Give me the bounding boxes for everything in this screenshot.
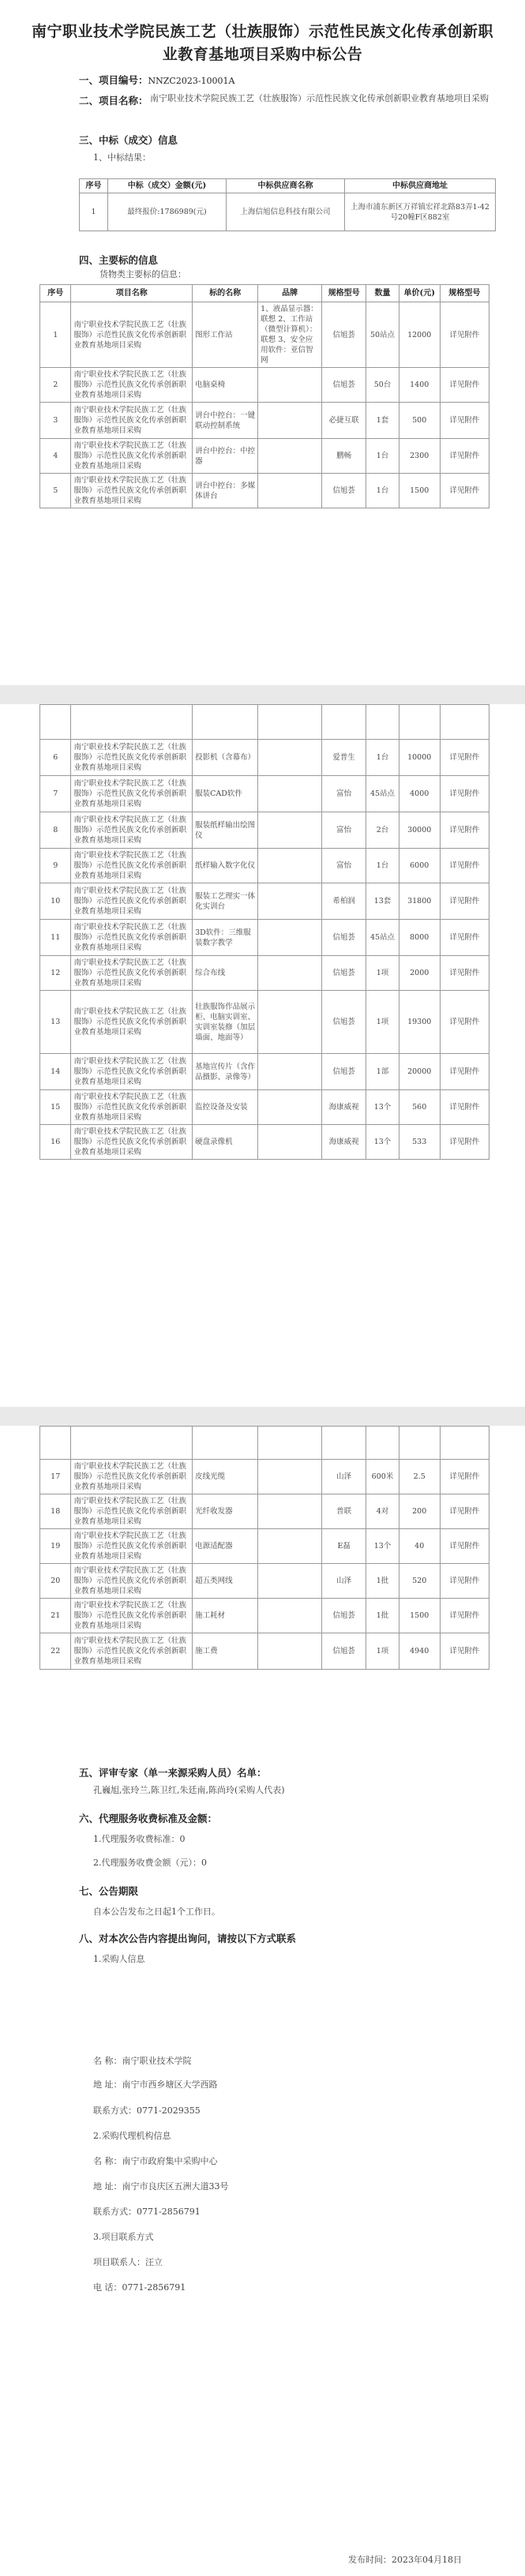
item-cell-price: 533 bbox=[399, 1125, 440, 1160]
item-cell-brand bbox=[258, 1599, 322, 1633]
item-cell-project: 南宁职业技术学院民族工艺（壮族服饰）示范性民族文化传承创新职业教育基地项目采购 bbox=[71, 883, 193, 920]
item-cell-project: 南宁职业技术学院民族工艺（壮族服饰）示范性民族文化传承创新职业教育基地项目采购 bbox=[71, 302, 193, 368]
items-continued-cell bbox=[258, 705, 322, 740]
project-number-value: NNZC2023-10001A bbox=[148, 76, 235, 86]
items-continued-row bbox=[40, 1427, 489, 1460]
items-header-cell: 数量 bbox=[366, 285, 399, 302]
item-cell-name: 电源适配器 bbox=[193, 1529, 258, 1564]
item-cell-project: 南宁职业技术学院民族工艺（壮族服饰）示范性民族文化传承创新职业教育基地项目采购 bbox=[71, 403, 193, 439]
item-row bbox=[40, 812, 489, 849]
item-cell-brand bbox=[258, 1633, 322, 1670]
item-cell-name: 施工费 bbox=[193, 1633, 258, 1670]
item-cell-spec: 详见附件 bbox=[440, 956, 489, 991]
item-row bbox=[40, 991, 489, 1054]
item-cell-project: 南宁职业技术学院民族工艺（壮族服饰）示范性民族文化传承创新职业教育基地项目采购 bbox=[71, 1494, 193, 1529]
agency-phone: 联系方式：0771-2856791 bbox=[93, 2207, 201, 2217]
items-continued-row bbox=[40, 705, 489, 740]
project-number bbox=[79, 73, 234, 87]
item-cell-spec: 详见附件 bbox=[440, 1564, 489, 1599]
item-cell-model: 富怡 bbox=[322, 812, 366, 849]
item-cell-price: 31800 bbox=[399, 883, 440, 920]
item-cell-price: 1500 bbox=[399, 474, 440, 508]
item-cell-project: 南宁职业技术学院民族工艺（壮族服饰）示范性民族文化传承创新职业教育基地项目采购 bbox=[71, 368, 193, 403]
item-cell-no: 12 bbox=[40, 956, 71, 991]
item-cell-project: 南宁职业技术学院民族工艺（壮族服饰）示范性民族文化传承创新职业教育基地项目采购 bbox=[71, 1125, 193, 1160]
purchaser-name: 名 称：南宁职业技术学院 bbox=[93, 2056, 192, 2066]
item-cell-model: 信旭荟 bbox=[322, 368, 366, 403]
item-cell-qty: 13个 bbox=[366, 1529, 399, 1564]
items-continued-cell bbox=[440, 705, 489, 740]
result-row bbox=[80, 193, 496, 231]
item-cell-spec: 详见附件 bbox=[440, 1090, 489, 1125]
agency-name: 名 称：南宁市政府集中采购中心 bbox=[93, 2156, 218, 2166]
item-cell-project: 南宁职业技术学院民族工艺（壮族服饰）示范性民族文化传承创新职业教育基地项目采购 bbox=[71, 849, 193, 883]
expert-list: 孔巍旭,张玲兰,陈卫红,朱廷南,陈尚玲(采购人代表) bbox=[93, 1785, 285, 1795]
section-8-heading: 八、对本次公告内容提出询问，请按以下方式联系 bbox=[79, 1933, 297, 1944]
result-cell: 上海信旭信息科技有限公司 bbox=[227, 193, 345, 231]
item-row bbox=[40, 740, 489, 776]
item-row bbox=[40, 368, 489, 403]
item-cell-name: 综合布线 bbox=[193, 956, 258, 991]
item-cell-no: 22 bbox=[40, 1633, 71, 1670]
items-continued-cell bbox=[193, 705, 258, 740]
item-cell-no: 10 bbox=[40, 883, 71, 920]
item-cell-model: 信旭荟 bbox=[322, 474, 366, 508]
item-cell-no: 4 bbox=[40, 439, 71, 474]
item-cell-brand bbox=[258, 474, 322, 508]
item-cell-name: 皮线光缆 bbox=[193, 1460, 258, 1494]
item-cell-spec: 详见附件 bbox=[440, 302, 489, 368]
item-cell-name: 3D软件：三维服装数字教学 bbox=[193, 920, 258, 956]
items-continued-cell bbox=[399, 705, 440, 740]
fee-standard: 1.代理服务收费标准：0 bbox=[93, 1834, 186, 1844]
item-cell-brand bbox=[258, 368, 322, 403]
item-cell-spec: 详见附件 bbox=[440, 403, 489, 439]
items-continued-cell bbox=[193, 1427, 258, 1460]
item-cell-model: 富怡 bbox=[322, 849, 366, 883]
item-cell-price: 20000 bbox=[399, 1054, 440, 1090]
item-cell-no: 20 bbox=[40, 1564, 71, 1599]
result-header-cell: 中标供应商名称 bbox=[227, 179, 345, 193]
items-continued-cell bbox=[258, 1427, 322, 1460]
notice-period: 自本公告发布之日起1个工作日。 bbox=[93, 1907, 220, 1917]
item-cell-price: 200 bbox=[399, 1494, 440, 1529]
item-cell-model: 鹏畅 bbox=[322, 439, 366, 474]
item-cell-qty: 13套 bbox=[366, 883, 399, 920]
item-cell-model: 信旭荟 bbox=[322, 920, 366, 956]
items-header-cell: 项目名称 bbox=[71, 285, 193, 302]
items-header-cell: 品牌 bbox=[258, 285, 322, 302]
item-cell-project: 南宁职业技术学院民族工艺（壮族服饰）示范性民族文化传承创新职业教育基地项目采购 bbox=[71, 439, 193, 474]
item-cell-brand bbox=[258, 883, 322, 920]
item-cell-brand bbox=[258, 849, 322, 883]
project-contact-phone: 电 话：0771-2856791 bbox=[93, 2282, 186, 2293]
item-cell-price: 1400 bbox=[399, 368, 440, 403]
item-cell-spec: 详见附件 bbox=[440, 991, 489, 1054]
item-cell-qty: 45站点 bbox=[366, 920, 399, 956]
item-cell-qty: 13个 bbox=[366, 1090, 399, 1125]
item-cell-name: 图形工作站 bbox=[193, 302, 258, 368]
item-cell-qty: 1项 bbox=[366, 1633, 399, 1670]
item-cell-project: 南宁职业技术学院民族工艺（壮族服饰）示范性民族文化传承创新职业教育基地项目采购 bbox=[71, 1633, 193, 1670]
item-cell-no: 5 bbox=[40, 474, 71, 508]
result-header-cell: 序号 bbox=[80, 179, 108, 193]
item-cell-spec: 详见附件 bbox=[440, 368, 489, 403]
item-row bbox=[40, 883, 489, 920]
items-header-row bbox=[40, 285, 489, 302]
item-cell-qty: 1项 bbox=[366, 956, 399, 991]
item-row bbox=[40, 1564, 489, 1599]
item-row bbox=[40, 849, 489, 883]
item-cell-model: 信旭荟 bbox=[322, 302, 366, 368]
item-cell-brand bbox=[258, 956, 322, 991]
item-cell-spec: 详见附件 bbox=[440, 439, 489, 474]
items-header-cell: 规格型号 bbox=[322, 285, 366, 302]
items-continued-cell bbox=[40, 705, 71, 740]
item-cell-price: 8000 bbox=[399, 920, 440, 956]
items-table-part-1 bbox=[39, 284, 489, 508]
item-cell-spec: 详见附件 bbox=[440, 1494, 489, 1529]
item-cell-spec: 详见附件 bbox=[440, 1460, 489, 1494]
document-page-2 bbox=[0, 704, 525, 1407]
result-header-cell: 中标供应商地址 bbox=[345, 179, 496, 193]
item-row bbox=[40, 474, 489, 508]
item-cell-price: 2300 bbox=[399, 439, 440, 474]
item-cell-price: 4940 bbox=[399, 1633, 440, 1670]
item-cell-name: 壮族服饰作品展示柜、电脑实训室、实训室装修（加层墙面、地面等） bbox=[193, 991, 258, 1054]
item-cell-brand: 1、液晶显示器：联想 2、工作站（微型计算机）：联想 3、安全应用软件：亚信智网 bbox=[258, 302, 322, 368]
item-cell-price: 6000 bbox=[399, 849, 440, 883]
item-row bbox=[40, 302, 489, 368]
item-cell-brand bbox=[258, 1529, 322, 1564]
item-row bbox=[40, 1125, 489, 1160]
item-cell-qty: 1台 bbox=[366, 849, 399, 883]
item-cell-name: 超五类网线 bbox=[193, 1564, 258, 1599]
item-row bbox=[40, 920, 489, 956]
item-cell-spec: 详见附件 bbox=[440, 849, 489, 883]
items-header-cell: 标的名称 bbox=[193, 285, 258, 302]
item-cell-project: 南宁职业技术学院民族工艺（壮族服饰）示范性民族文化传承创新职业教育基地项目采购 bbox=[71, 1564, 193, 1599]
item-row bbox=[40, 1529, 489, 1564]
section-1-heading: 一、项目编号： bbox=[79, 74, 148, 86]
item-cell-qty: 13个 bbox=[366, 1125, 399, 1160]
item-cell-name: 纸样输入数字化仪 bbox=[193, 849, 258, 883]
item-row bbox=[40, 403, 489, 439]
section-5-heading: 五、评审专家（单一来源采购人员）名单： bbox=[79, 1767, 267, 1779]
item-cell-qty: 50台 bbox=[366, 368, 399, 403]
item-cell-name: 电脑桌椅 bbox=[193, 368, 258, 403]
items-table-part-3 bbox=[39, 1426, 489, 1670]
item-cell-brand bbox=[258, 740, 322, 776]
item-cell-spec: 详见附件 bbox=[440, 1125, 489, 1160]
section-4-heading: 四、主要标的信息 bbox=[79, 254, 159, 266]
items-table-part-2 bbox=[39, 704, 489, 1160]
item-row bbox=[40, 1494, 489, 1529]
item-cell-model: 信旭荟 bbox=[322, 1633, 366, 1670]
item-cell-no: 14 bbox=[40, 1054, 71, 1090]
items-continued-cell bbox=[322, 705, 366, 740]
item-cell-model: 山泽 bbox=[322, 1460, 366, 1494]
item-cell-model: 信旭荟 bbox=[322, 1599, 366, 1633]
item-cell-no: 16 bbox=[40, 1125, 71, 1160]
item-cell-price: 12000 bbox=[399, 302, 440, 368]
item-cell-name: 讲台中控台：多媒体讲台 bbox=[193, 474, 258, 508]
item-cell-no: 13 bbox=[40, 991, 71, 1054]
item-cell-model: 海康威视 bbox=[322, 1125, 366, 1160]
item-cell-name: 投影机（含幕布） bbox=[193, 740, 258, 776]
item-cell-qty: 1项 bbox=[366, 991, 399, 1054]
item-cell-model: 必捷互联 bbox=[322, 403, 366, 439]
result-header-row bbox=[80, 179, 496, 193]
purchaser-address: 地 址：南宁市西乡塘区大学西路 bbox=[93, 2079, 218, 2090]
item-cell-model: 希柏润 bbox=[322, 883, 366, 920]
items-header-cell: 序号 bbox=[40, 285, 71, 302]
item-cell-project: 南宁职业技术学院民族工艺（壮族服饰）示范性民族文化传承创新职业教育基地项目采购 bbox=[71, 812, 193, 849]
item-cell-qty: 1套 bbox=[366, 403, 399, 439]
item-cell-project: 南宁职业技术学院民族工艺（壮族服饰）示范性民族文化传承创新职业教育基地项目采购 bbox=[71, 991, 193, 1054]
item-cell-brand bbox=[258, 403, 322, 439]
item-cell-no: 7 bbox=[40, 776, 71, 812]
project-contact-heading: 3.项目联系方式 bbox=[93, 2232, 154, 2242]
items-continued-cell bbox=[71, 705, 193, 740]
item-row bbox=[40, 439, 489, 474]
item-cell-brand bbox=[258, 1125, 322, 1160]
item-cell-model: 富怡 bbox=[322, 776, 366, 812]
item-cell-model: 信旭荟 bbox=[322, 1054, 366, 1090]
item-cell-brand bbox=[258, 1054, 322, 1090]
item-cell-spec: 详见附件 bbox=[440, 920, 489, 956]
agency-address: 地 址：南宁市良庆区五洲大道33号 bbox=[93, 2181, 229, 2192]
item-row bbox=[40, 1090, 489, 1125]
item-cell-qty: 4对 bbox=[366, 1494, 399, 1529]
item-cell-qty: 1批 bbox=[366, 1564, 399, 1599]
item-cell-project: 南宁职业技术学院民族工艺（壮族服饰）示范性民族文化传承创新职业教育基地项目采购 bbox=[71, 1529, 193, 1564]
item-cell-model: 普联 bbox=[322, 1494, 366, 1529]
item-cell-brand bbox=[258, 920, 322, 956]
item-cell-project: 南宁职业技术学院民族工艺（壮族服饰）示范性民族文化传承创新职业教育基地项目采购 bbox=[71, 1054, 193, 1090]
item-cell-spec: 详见附件 bbox=[440, 1633, 489, 1670]
item-cell-brand bbox=[258, 1090, 322, 1125]
item-cell-model: 信旭荟 bbox=[322, 991, 366, 1054]
item-cell-price: 40 bbox=[399, 1529, 440, 1564]
item-cell-price: 19300 bbox=[399, 991, 440, 1054]
item-cell-qty: 2台 bbox=[366, 812, 399, 849]
item-cell-no: 1 bbox=[40, 302, 71, 368]
item-row bbox=[40, 1460, 489, 1494]
item-cell-price: 500 bbox=[399, 403, 440, 439]
section-6-heading: 六、代理服务收费标准及金额： bbox=[79, 1813, 218, 1824]
item-cell-price: 2000 bbox=[399, 956, 440, 991]
item-cell-name: 硬盘录像机 bbox=[193, 1125, 258, 1160]
item-cell-spec: 详见附件 bbox=[440, 883, 489, 920]
item-cell-qty: 50站点 bbox=[366, 302, 399, 368]
section-2-heading: 二、项目名称： bbox=[79, 95, 148, 107]
items-continued-cell bbox=[366, 705, 399, 740]
item-cell-spec: 详见附件 bbox=[440, 1599, 489, 1633]
item-cell-spec: 详见附件 bbox=[440, 1054, 489, 1090]
item-cell-qty: 1批 bbox=[366, 1599, 399, 1633]
item-cell-no: 21 bbox=[40, 1599, 71, 1633]
item-cell-no: 6 bbox=[40, 740, 71, 776]
item-row bbox=[40, 1633, 489, 1670]
item-cell-no: 17 bbox=[40, 1460, 71, 1494]
items-header-cell: 单价(元) bbox=[399, 285, 440, 302]
item-cell-qty: 600米 bbox=[366, 1460, 399, 1494]
item-cell-model: 爱普生 bbox=[322, 740, 366, 776]
item-cell-project: 南宁职业技术学院民族工艺（壮族服饰）示范性民族文化传承创新职业教育基地项目采购 bbox=[71, 956, 193, 991]
item-cell-model: E磊 bbox=[322, 1529, 366, 1564]
item-cell-no: 2 bbox=[40, 368, 71, 403]
item-cell-project: 南宁职业技术学院民族工艺（壮族服饰）示范性民族文化传承创新职业教育基地项目采购 bbox=[71, 474, 193, 508]
item-row bbox=[40, 1599, 489, 1633]
item-cell-price: 30000 bbox=[399, 812, 440, 849]
items-header-cell: 规格型号 bbox=[440, 285, 489, 302]
item-cell-spec: 详见附件 bbox=[440, 474, 489, 508]
item-cell-no: 3 bbox=[40, 403, 71, 439]
item-cell-name: 监控设备及安装 bbox=[193, 1090, 258, 1125]
item-cell-model: 信旭荟 bbox=[322, 956, 366, 991]
item-row bbox=[40, 956, 489, 991]
items-continued-cell bbox=[399, 1427, 440, 1460]
item-cell-project: 南宁职业技术学院民族工艺（壮族服饰）示范性民族文化传承创新职业教育基地项目采购 bbox=[71, 920, 193, 956]
item-cell-price: 2.5 bbox=[399, 1460, 440, 1494]
item-cell-no: 19 bbox=[40, 1529, 71, 1564]
item-cell-name: 服装工艺理实一体化实训台 bbox=[193, 883, 258, 920]
item-cell-no: 8 bbox=[40, 812, 71, 849]
item-cell-spec: 详见附件 bbox=[440, 812, 489, 849]
item-cell-model: 海康威视 bbox=[322, 1090, 366, 1125]
item-cell-project: 南宁职业技术学院民族工艺（壮族服饰）示范性民族文化传承创新职业教育基地项目采购 bbox=[71, 1599, 193, 1633]
items-continued-cell bbox=[40, 1427, 71, 1460]
document-title: 南宁职业技术学院民族工艺（壮族服饰）示范性民族文化传承创新职业教育基地项目采购中标公告 bbox=[32, 23, 494, 63]
item-cell-price: 560 bbox=[399, 1090, 440, 1125]
item-cell-no: 9 bbox=[40, 849, 71, 883]
items-continued-cell bbox=[366, 1427, 399, 1460]
purchaser-phone: 联系方式：0771-2029355 bbox=[93, 2105, 201, 2116]
item-cell-qty: 1部 bbox=[366, 1054, 399, 1090]
item-cell-name: 服装CAD软件 bbox=[193, 776, 258, 812]
item-cell-project: 南宁职业技术学院民族工艺（壮族服饰）示范性民族文化传承创新职业教育基地项目采购 bbox=[71, 1460, 193, 1494]
item-cell-spec: 详见附件 bbox=[440, 776, 489, 812]
item-cell-name: 讲台中控台：一键联动控制系统 bbox=[193, 403, 258, 439]
section-3-heading: 三、中标（成交）信息 bbox=[79, 134, 178, 146]
items-continued-cell bbox=[440, 1427, 489, 1460]
item-cell-brand bbox=[258, 1460, 322, 1494]
item-cell-brand bbox=[258, 439, 322, 474]
item-cell-no: 18 bbox=[40, 1494, 71, 1529]
item-cell-price: 4000 bbox=[399, 776, 440, 812]
item-cell-brand bbox=[258, 776, 322, 812]
document-page-3 bbox=[0, 1426, 525, 2576]
goods-intro: 货物类主要标的信息： bbox=[99, 269, 186, 279]
item-row bbox=[40, 1054, 489, 1090]
item-cell-brand bbox=[258, 1564, 322, 1599]
result-cell: 1 bbox=[80, 193, 108, 231]
item-cell-spec: 详见附件 bbox=[440, 1529, 489, 1564]
item-cell-model: 山泽 bbox=[322, 1564, 366, 1599]
item-cell-name: 服装纸样输出绘图仪 bbox=[193, 812, 258, 849]
item-cell-qty: 1台 bbox=[366, 740, 399, 776]
result-table bbox=[79, 178, 496, 231]
purchaser-info-heading: 1.采购人信息 bbox=[93, 1954, 145, 1964]
fee-amount: 2.代理服务收费金额（元）：0 bbox=[93, 1858, 207, 1868]
document-page-1 bbox=[0, 0, 525, 685]
items-continued-cell bbox=[322, 1427, 366, 1460]
item-cell-project: 南宁职业技术学院民族工艺（壮族服饰）示范性民族文化传承创新职业教育基地项目采购 bbox=[71, 776, 193, 812]
item-cell-project: 南宁职业技术学院民族工艺（壮族服饰）示范性民族文化传承创新职业教育基地项目采购 bbox=[71, 1090, 193, 1125]
item-cell-price: 10000 bbox=[399, 740, 440, 776]
result-subheading: 1、中标结果： bbox=[93, 152, 151, 163]
item-cell-no: 11 bbox=[40, 920, 71, 956]
item-cell-qty: 45站点 bbox=[366, 776, 399, 812]
result-cell: 上海市浦东新区万祥镇宏祥北路83弄1-42号20幢F区882室 bbox=[345, 193, 496, 231]
item-cell-qty: 1台 bbox=[366, 439, 399, 474]
agency-info-heading: 2.采购代理机构信息 bbox=[93, 2131, 171, 2141]
item-cell-brand bbox=[258, 1494, 322, 1529]
item-cell-name: 施工耗材 bbox=[193, 1599, 258, 1633]
project-name-value: 南宁职业技术学院民族工艺（壮族服饰）示范性民族文化传承创新职业教育基地项目采购 bbox=[150, 93, 489, 103]
section-7-heading: 七、公告期限 bbox=[79, 1885, 139, 1897]
item-row bbox=[40, 776, 489, 812]
publish-date: 发布时间：2023年04月18日 bbox=[348, 2555, 462, 2565]
item-cell-project: 南宁职业技术学院民族工艺（壮族服饰）示范性民族文化传承创新职业教育基地项目采购 bbox=[71, 740, 193, 776]
result-cell: 最终报价:1786989(元) bbox=[108, 193, 227, 231]
item-cell-name: 光纤收发器 bbox=[193, 1494, 258, 1529]
item-cell-spec: 详见附件 bbox=[440, 740, 489, 776]
item-cell-price: 520 bbox=[399, 1564, 440, 1599]
project-contact-person: 项目联系人：汪立 bbox=[93, 2257, 163, 2267]
item-cell-name: 讲台中控台：中控器 bbox=[193, 439, 258, 474]
items-continued-cell bbox=[71, 1427, 193, 1460]
item-cell-no: 15 bbox=[40, 1090, 71, 1125]
item-cell-brand bbox=[258, 812, 322, 849]
item-cell-name: 基地宣传片（含作品摄影、录像等） bbox=[193, 1054, 258, 1090]
item-cell-qty: 1台 bbox=[366, 474, 399, 508]
item-cell-brand bbox=[258, 991, 322, 1054]
item-cell-price: 1500 bbox=[399, 1599, 440, 1633]
result-header-cell: 中标（成交）金额(元) bbox=[108, 179, 227, 193]
